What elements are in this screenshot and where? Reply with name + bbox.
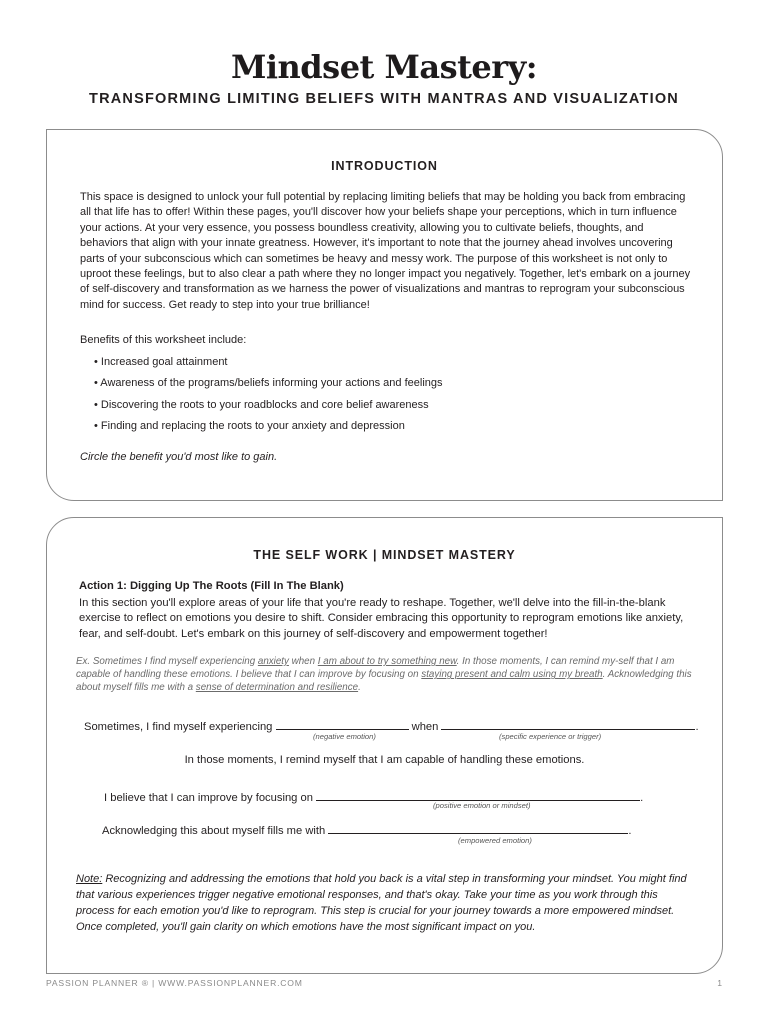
benefits-lead: Benefits of this worksheet include: [80,334,247,346]
fill-label: when [411,721,439,733]
list-item: • Finding and replacing the roots to your anxiety and depression [94,420,405,433]
hint-negative-emotion: (negative emotion) [313,732,376,741]
empowered-emotion-blank[interactable] [328,823,628,834]
positive-mindset-blank[interactable] [316,790,640,801]
example-text [76,655,696,695]
footer-brand: PASSION PLANNER ® | WWW.PASSIONPLANNER.COM [46,978,303,988]
negative-emotion-blank[interactable] [276,719,409,730]
fill-label: Acknowledging this about myself fills me with [102,825,326,837]
self-work-card [46,517,723,974]
example-underlined: sense of determination and resilience [195,682,359,694]
example-underlined: I am about to try something new [317,656,457,667]
introduction-card [46,129,723,501]
hint-trigger: (specific experience or trigger) [499,732,602,741]
hint-empowered-emotion: (empowered emotion) [458,836,532,845]
fill-line-acknowledge [47,823,722,837]
circle-instruction: Circle the benefit you'd most like to gain. [80,451,278,463]
fill-label: I believe that I can improve by focusing on [104,792,313,804]
list-item: • Awareness of the programs/beliefs informing your actions and feelings [94,377,443,390]
trigger-blank[interactable] [441,719,695,730]
introduction-heading: INTRODUCTION [331,159,438,173]
example-segment: Ex. Sometimes I find myself experiencing [76,656,258,667]
period: . [640,792,644,804]
example-segment: . Acknowledging this about myself fills me with a [76,669,692,694]
list-item: • Discovering the roots to your roadblocks and core belief awareness [94,398,429,411]
action-description: In this section you'll explore areas of your life that you're ready to reshape. Together, we'll delve into the fill-in-the-blank exercise to reflect on emotions you desire to shift. Consider embracing this opportunity to reprogram emotions like anxiety, fear, and self-doubt. Let's embark on this journey of self-discovery and empowerment together! [79,597,684,640]
example-underlined: anxiety [257,656,289,667]
fill-line-focus [47,790,722,804]
action-title: Action 1: Digging Up The Roots (Fill In The Blank) [79,580,344,592]
fill-line-experiencing [47,719,722,733]
hint-positive-emotion: (positive emotion or mindset) [433,801,531,810]
list-item: • Increased goal attainment [94,356,228,368]
fill-label: Sometimes, I find myself experiencing [84,721,273,733]
page-title: Mindset Mastery: [230,48,538,86]
example-segment: . [358,682,361,694]
page-number: 1 [717,978,722,988]
note-label: Note: [76,873,103,885]
introduction-paragraph: This space is designed to unlock your full potential by replacing limiting beliefs that may be holding you back from embracing all that life has to offer! Within these pages, you'll discover how your beliefs shape your perceptions, which in turn influence your actions. At your very essence, you possess boundless creativity, allowing you to cultivate beliefs, thoughts, and behaviors that align with your innate greatness. However, it's important to note that the journey ahead involves uncovering parts of your subconscious which can sometimes be heavy and messy work. The purpose of this worksheet is not only to uproot these feelings, but to also clear a path where they no longer impact you negatively. Together, let's embark on a journey of self-discovery and transformation as we harness the power of visualizations and mantras to reprogram your subconscious mind for success. Get ready to step into your true brilliance! [80,191,691,311]
benefits-list [94,356,443,442]
example-underlined: staying present and calm using my breath [421,669,603,681]
period: . [628,825,632,837]
reminder-line: In those moments, I remind myself that I am capable of handling these emotions. [184,754,585,766]
period: . [695,721,699,733]
example-segment: when [288,656,318,667]
note-body: Recognizing and addressing the emotions that hold you back is a vital step in transforming your mindset. You might find that various experiences trigger negative emotional responses, and that's okay. Take your time as you work through this process for each emotion you'd like to reprogram. This step is crucial for your journey towards a more empowered mindset. Once completed, you'll gain clarity on which emotions have the most significant impact on you. [76,873,687,933]
self-work-heading: THE SELF WORK | MINDSET MASTERY [253,548,516,562]
example-segment: . In those moments, I can remind my-self that I am capable of handling these emotions. I believe that I can improve by focusing on [76,656,675,681]
page-subtitle: TRANSFORMING LIMITING BELIEFS WITH MANTRAS AND VISUALIZATION [89,91,679,107]
note-text [76,871,698,935]
